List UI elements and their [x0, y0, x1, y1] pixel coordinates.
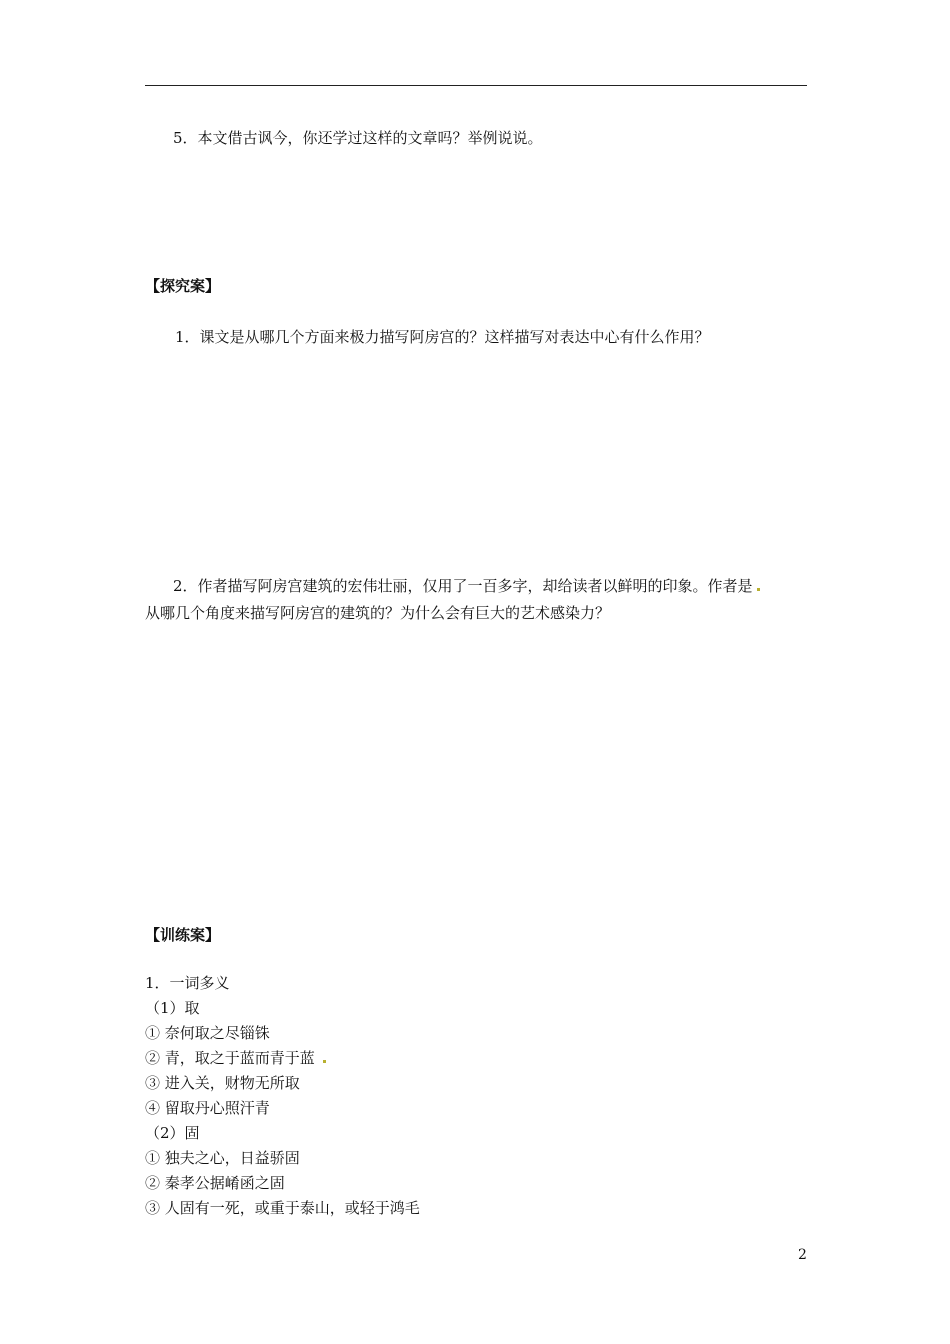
- question-5: 5．本文借古讽今，你还学过这样的文章吗？举例说说。: [173, 129, 543, 147]
- group-1-item-text: ② 青，取之于蓝而青于蓝: [145, 1049, 315, 1067]
- header-rule: [145, 85, 807, 86]
- group-1-item: ① 奈何取之尽锱铢: [145, 1024, 270, 1042]
- explore-question-1: 1．课文是从哪几个方面来极力描写阿房宫的？这样描写对表达中心有什么作用？: [175, 328, 710, 346]
- marker-dot: [757, 588, 760, 591]
- group-2-item: ③ 人固有一死，或重于泰山，或轻于鸿毛: [145, 1199, 420, 1217]
- group-2-item: ② 秦孝公据崤函之固: [145, 1174, 285, 1192]
- train-title: 1．一词多义: [145, 974, 230, 992]
- group-1-item: ④ 留取丹心照汗青: [145, 1099, 270, 1117]
- explore-question-2-line-1-text: 2．作者描写阿房宫建筑的宏伟壮丽，仅用了一百多字，却给读者以鲜明的印象。作者是: [173, 577, 753, 595]
- page-number: 2: [798, 1247, 807, 1263]
- marker-dot: [323, 1060, 326, 1063]
- explore-question-2-line-2: 从哪几个角度来描写阿房宫的建筑的？为什么会有巨大的艺术感染力？: [145, 604, 611, 622]
- group-2-label: （2）固: [145, 1124, 200, 1142]
- explore-heading: 【探究案】: [145, 277, 221, 295]
- group-1-item: [145, 1048, 326, 1068]
- group-2-item: ① 独夫之心，日益骄固: [145, 1149, 300, 1167]
- explore-question-2-line-1: [173, 576, 760, 596]
- group-1-label: （1）取: [145, 999, 200, 1017]
- train-heading: 【训练案】: [145, 926, 221, 944]
- group-1-item: ③ 进入关，财物无所取: [145, 1074, 300, 1092]
